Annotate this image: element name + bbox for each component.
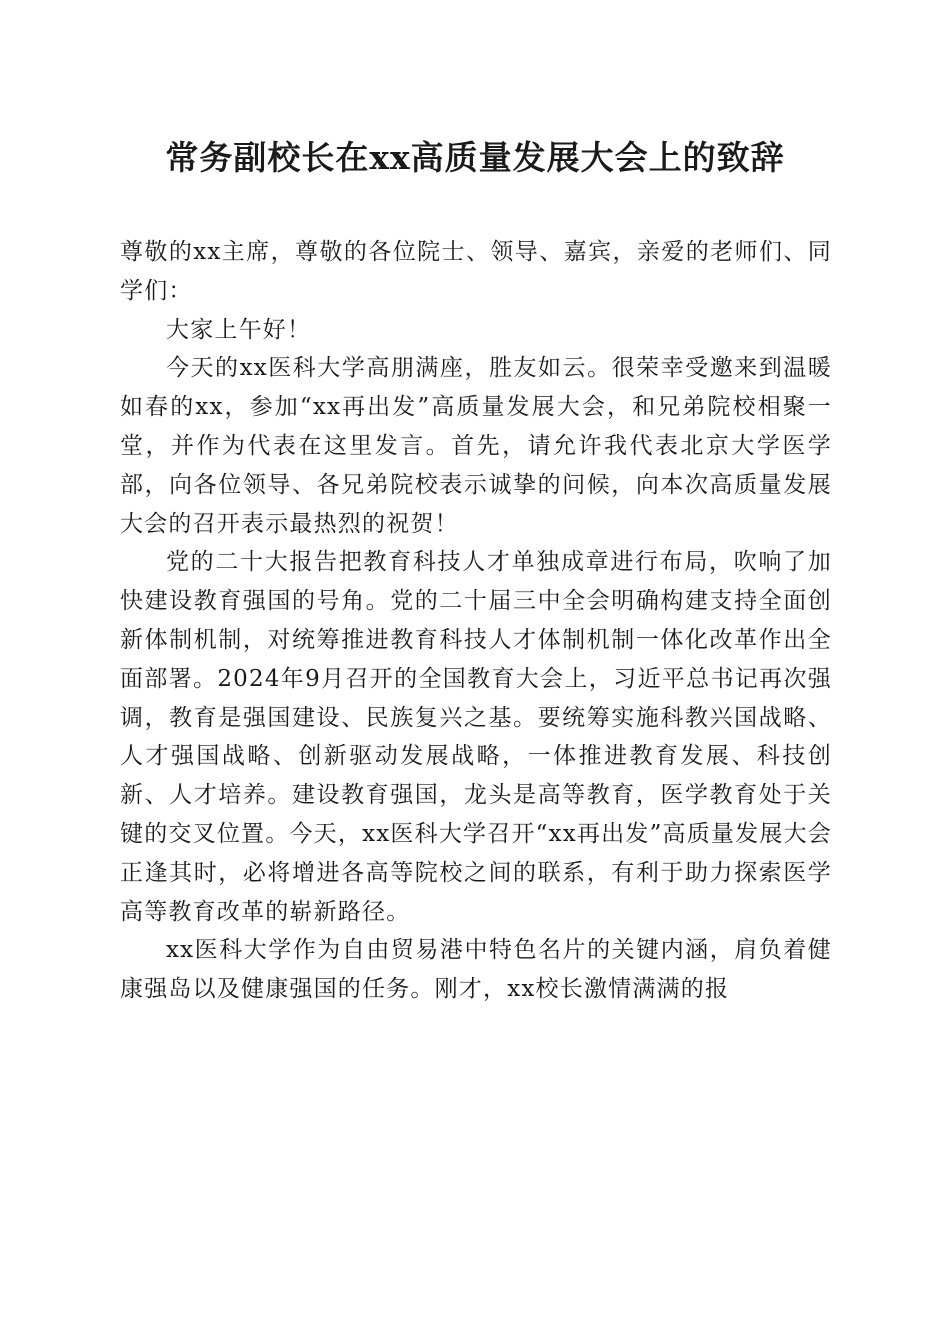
body-paragraph: xx医科大学作为自由贸易港中特色名片的关键内涵，肩负着健康强岛以及健康强国的任务。刚才，xx校长激情满满的报 (120, 937, 832, 1003)
body-paragraph: 党的二十大报告把教育科技人才单独成章进行布局，吹响了加快建设教育强国的号角。党的二十届三中全会明确构建支持全面创新体制机制，对统筹推进教育科技人才体制机制一体化改革作出全面部署。2024年9月召开的全国教育大会上，习近平总书记再次强调，教育是强国建设、民族复兴之基。要统筹实施科教兴国战略、人才强国战略、创新驱动发展战略，一体推进教育发展、科技创新、人才培养。建设教育强国，龙头是高等教育，医学教育处于关键的交叉位置。今天，xx医科大学召开“xx再出发”高质量发展大会正逢其时，必将增进各高等院校之间的联系，有利于助力探索医学高等教育改革的崭新路径。 (120, 549, 832, 925)
document-body (120, 233, 832, 1009)
salutation-paragraph: 尊敬的xx主席，尊敬的各位院士、领导、嘉宾，亲爱的老师们、同学们： (120, 239, 832, 304)
greeting-paragraph: 大家上午好！ (166, 316, 312, 343)
document-title: 常务副校长在xx高质量发展大会上的致辞 (165, 138, 785, 177)
body-paragraph: 今天的xx医科大学高朋满座，胜友如云。很荣幸受邀来到温暖如春的xx，参加“xx再出发”高质量发展大会，和兄弟院校相聚一堂，并作为代表在这里发言。首先，请允许我代表北京大学医学部，向各位领导、各兄弟院校表示诚挚的问候，向本次高质量发展大会的召开表示最热烈的祝贺！ (120, 355, 832, 537)
